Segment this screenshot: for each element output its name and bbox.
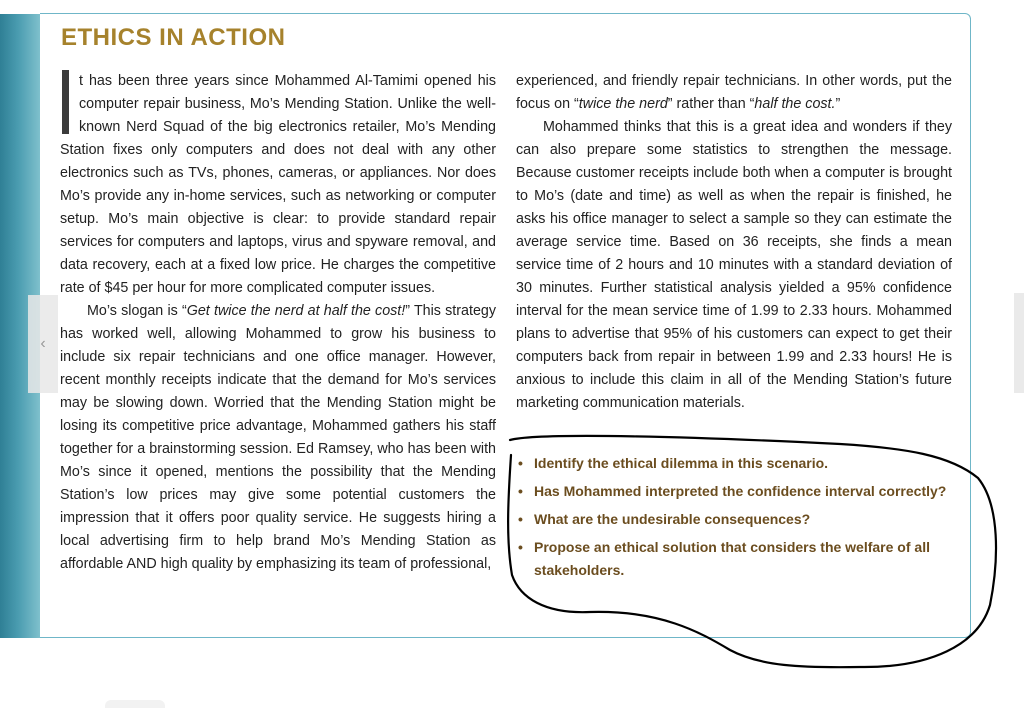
bullet-icon: • [518, 539, 523, 555]
bullet-icon: • [518, 455, 523, 471]
section-title: ETHICS IN ACTION [61, 24, 286, 51]
right-paragraph-2: Mohammed thinks that this is a great idea and wonders if they can also prepare some statistics to strengthen the message. Because customer receipts include both when a computer is brought to Mo’s (date and time) as well as when the repair is finished, he asks his office manager to select a sample so they can estimate the average service time. Based on 36 receipts, she finds a mean service time of 2 hours and 10 minutes with a standard deviation of 30 minutes. Further statistical analysis yielded a 95% confidence interval for the mean service time of 1.99 to 2.33 hours. Mohammed plans to advertise that 95% of his customers can expect to get their computers back from repair in between 1.99 and 2.33 hours! He is anxious to include this claim in all of the Mending Station’s future marketing communication materials. [516, 119, 952, 411]
question-item: • Identify the ethical dilemma in this scenario. [517, 452, 957, 475]
page-shadow [105, 700, 165, 708]
right-column [516, 70, 952, 415]
left-column [60, 70, 496, 576]
drop-cap-i [62, 70, 69, 134]
left-paragraph-1: t has been three years since Mohammed Al-Tamimi opened his computer repair business, Mo’s Mending Station. Unlike the well-known Nerd Squad of the big electronics retailer, Mo’s Mending Station fixes only computers and does not deal with any other electronics such as TVs, phones, cameras, or appliances. Nor does Mo’s provide any in-home services, such as networking or computer setup. Mo’s main objective is clear: to provide standard repair services for computers and laptops, virus and spyware removal, and data recovery, each at a fixed low price. He charges the competitive rate of $45 per hour for more complicated computer issues. [60, 70, 496, 300]
chevron-left-icon: ‹ [40, 335, 46, 352]
question-item: • What are the undesirable consequences? [517, 508, 957, 531]
previous-page-button[interactable] [28, 295, 58, 393]
right-paragraph-1: experienced, and friendly repair technicians. In other words, put the focus on “twice the nerd” rather than “half the cost.” [516, 73, 952, 112]
bullet-icon: • [518, 511, 523, 527]
discussion-questions [517, 452, 957, 587]
question-item: • Propose an ethical solution that considers the welfare of all stakeholders. [517, 536, 957, 582]
left-paragraph-2: Mo’s slogan is “Get twice the nerd at half the cost!” This strategy has worked well, allowing Mohammed to grow his business to include six repair technicians and one office manager. However, recent monthly receipts indicate that the demand for Mo’s services may be slowing down. Worried that the Mending Station might be losing its competitive price advantage, Mohammed gathers his staff together for a brainstorming session. Ed Ramsey, who has been with Mo’s since it opened, mentions the possibility that the Mending Station’s low prices may give some potential customers the impression that it offers poor quality service. He suggests hiring a local advertising firm to help brand Mo’s Mending Station as affordable AND high quality by emphasizing its team of professional, [60, 303, 497, 572]
question-item: • Has Mohammed interpreted the confidence interval correctly? [517, 480, 957, 503]
bullet-icon: • [518, 483, 523, 499]
next-page-handle[interactable] [1014, 293, 1024, 393]
